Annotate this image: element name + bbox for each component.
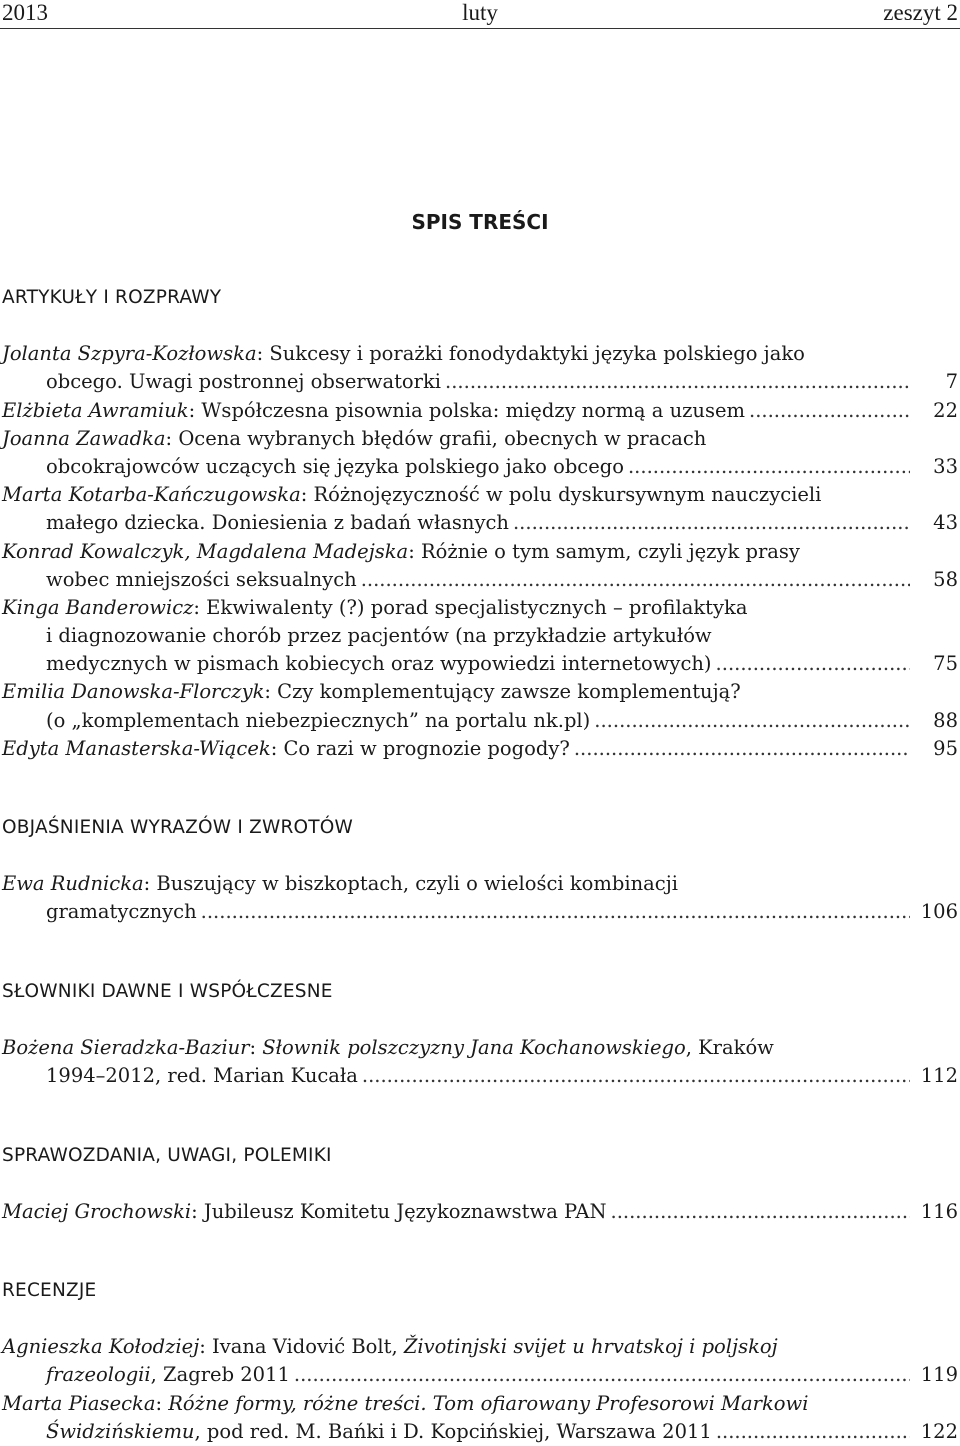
entry-title: : <box>155 1391 169 1415</box>
entry-title: : Ivana Vidović Bolt, <box>199 1335 404 1359</box>
section-heading: SŁOWNIKI DAWNE I WSPÓŁCZESNE <box>2 981 333 1002</box>
entry-title: : Współczesna pisownia polska: między normą a uzusem <box>188 398 745 422</box>
toc-entry[interactable] <box>2 1034 958 1090</box>
entry-title: obcokrajowców uczących się języka polskiego jako obcego <box>46 454 624 478</box>
leader-dots <box>594 707 910 735</box>
entry-author: Emilia Danowska-Florczyk <box>2 680 265 704</box>
toc-entry[interactable] <box>2 1198 958 1226</box>
entry-italic-title: Różne formy, różne treści. Tom ofiarowany Profesorowi Markowi <box>168 1391 809 1415</box>
entry-page: 22 <box>933 398 958 422</box>
leader-dots <box>513 509 910 537</box>
leader-dots <box>574 735 910 763</box>
entry-title: , Kraków <box>685 1036 774 1060</box>
entry-list <box>2 1034 958 1090</box>
header-year: 2013 <box>2 0 48 25</box>
entry-page: 116 <box>920 1200 958 1224</box>
entry-title: 1994–2012, red. Marian Kucała <box>46 1064 358 1088</box>
toc-entry[interactable] <box>2 678 958 734</box>
entry-author: Jolanta Szpyra-Kozłowska <box>2 342 257 366</box>
leader-dots <box>445 368 910 396</box>
toc-entry[interactable] <box>2 425 958 481</box>
toc-entry[interactable] <box>2 1390 958 1446</box>
entry-list <box>2 340 958 763</box>
entry-list <box>2 870 958 926</box>
entry-title: , Zagreb 2011 <box>150 1363 290 1387</box>
section-heading: SPRAWOZDANIA, UWAGI, POLEMIKI <box>2 1145 332 1166</box>
section-reviews <box>2 1277 958 1446</box>
toc-entry[interactable] <box>2 735 958 763</box>
section-reports <box>2 1142 958 1226</box>
entry-page: 7 <box>945 370 958 394</box>
entry-page: 112 <box>920 1064 958 1088</box>
section-articles <box>2 284 958 763</box>
entry-title: : Sukcesy i porażki fonodydaktyki języka polskiego jako <box>256 342 805 366</box>
section-heading: OBJAŚNIENIA WYRAZÓW I ZWROTÓW <box>2 817 354 838</box>
entry-title: : Czy komplementujący zawsze komplementują? <box>264 680 741 704</box>
toc-entry[interactable] <box>2 594 958 679</box>
entry-title: (o „komplementach niebezpiecznych” na portalu nk.pl) <box>46 708 591 732</box>
entry-author: Edyta Manasterska-Wiącek <box>2 736 271 760</box>
entry-page: 88 <box>933 708 958 732</box>
section-heading: ARTYKUŁY I ROZPRAWY <box>2 287 222 308</box>
entry-page: 75 <box>933 652 958 676</box>
entry-page: 122 <box>920 1419 958 1443</box>
entry-author: Marta Piasecka <box>2 1391 156 1415</box>
header-month: luty <box>462 0 498 25</box>
section-explanations <box>2 814 958 927</box>
section-heading: RECENZJE <box>2 1280 97 1301</box>
entry-list <box>2 1198 958 1226</box>
entry-italic-title: Životinjski svijet u hrvatskoj i poljskoj <box>403 1335 778 1359</box>
leader-dots <box>716 1418 910 1446</box>
entry-title: wobec mniejszości seksualnych <box>46 567 357 591</box>
entry-title: : Ekwiwalenty (?) porad specjalistycznych – profilaktyka <box>193 595 748 619</box>
page-header <box>0 0 960 29</box>
entry-author: Ewa Rudnicka <box>2 872 144 896</box>
leader-dots <box>716 650 910 678</box>
leader-dots <box>361 566 910 594</box>
leader-dots <box>749 397 910 425</box>
entry-author: Konrad Kowalczyk, Magdalena Madejska <box>2 539 409 563</box>
entry-author: Marta Kotarba-Kańczugowska <box>2 483 301 507</box>
toc-entry[interactable] <box>2 481 958 537</box>
entry-title: : Różnojęzyczność w polu dyskursywnym nauczycieli <box>300 483 822 507</box>
toc-entry[interactable] <box>2 870 958 926</box>
entry-page: 119 <box>920 1363 958 1387</box>
leader-dots <box>628 453 910 481</box>
entry-italic-title: frazeologii <box>46 1363 151 1387</box>
leader-dots <box>201 898 910 926</box>
toc-entry[interactable] <box>2 340 958 396</box>
toc-entry[interactable] <box>2 1333 958 1389</box>
toc-entry[interactable] <box>2 397 958 425</box>
entry-title: i diagnozowanie chorób przez pacjentów (na przykładzie artykułów <box>46 624 712 648</box>
entry-title: : Jubileusz Komitetu Językoznawstwa PAN <box>191 1200 607 1224</box>
entry-author: Agnieszka Kołodziej <box>2 1335 200 1359</box>
entry-title: : Buszujący w biszkoptach, czyli o wielości kombinacji <box>143 872 678 896</box>
section-dictionaries <box>2 978 958 1091</box>
entry-list <box>2 1333 958 1446</box>
leader-dots <box>611 1198 910 1226</box>
entry-title: : Ocena wybranych błędów grafii, obecnych w pracach <box>165 426 707 450</box>
entry-page: 95 <box>933 736 958 760</box>
leader-dots <box>362 1062 910 1090</box>
entry-page: 58 <box>933 567 958 591</box>
entry-author: Maciej Grochowski <box>2 1200 192 1224</box>
entry-title: medycznych w pismach kobiecych oraz wypowiedzi internetowych) <box>46 652 712 676</box>
entry-title: : <box>249 1036 263 1060</box>
entry-title: : Co razi w prognozie pogody? <box>270 736 570 760</box>
entry-page: 106 <box>920 900 958 924</box>
entry-author: Bożena Sieradzka-Baziur <box>2 1036 250 1060</box>
entry-italic-title: Świdzińskiemu <box>46 1419 195 1443</box>
entry-title: małego dziecka. Doniesienia z badań własnych <box>46 511 509 535</box>
entry-title: : Różnie o tym samym, czyli język prasy <box>408 539 800 563</box>
entry-author: Elżbieta Awramiuk <box>2 398 189 422</box>
entry-author: Kinga Banderowicz <box>2 595 194 619</box>
entry-author: Joanna Zawadka <box>2 426 166 450</box>
entry-page: 33 <box>933 454 958 478</box>
toc-entry[interactable] <box>2 538 958 594</box>
leader-dots <box>294 1361 910 1389</box>
entry-italic-title: Słownik polszczyzny Jana Kochanowskiego <box>262 1036 686 1060</box>
entry-title: , pod red. M. Bańki i D. Kopcińskiej, Warszawa 2011 <box>194 1419 712 1443</box>
page-title: SPIS TREŚCI <box>411 210 549 234</box>
entry-title: gramatycznych <box>46 900 197 924</box>
header-issue: zeszyt 2 <box>883 0 958 25</box>
entry-title: obcego. Uwagi postronnej obserwatorki <box>46 370 442 394</box>
entry-page: 43 <box>933 511 958 535</box>
